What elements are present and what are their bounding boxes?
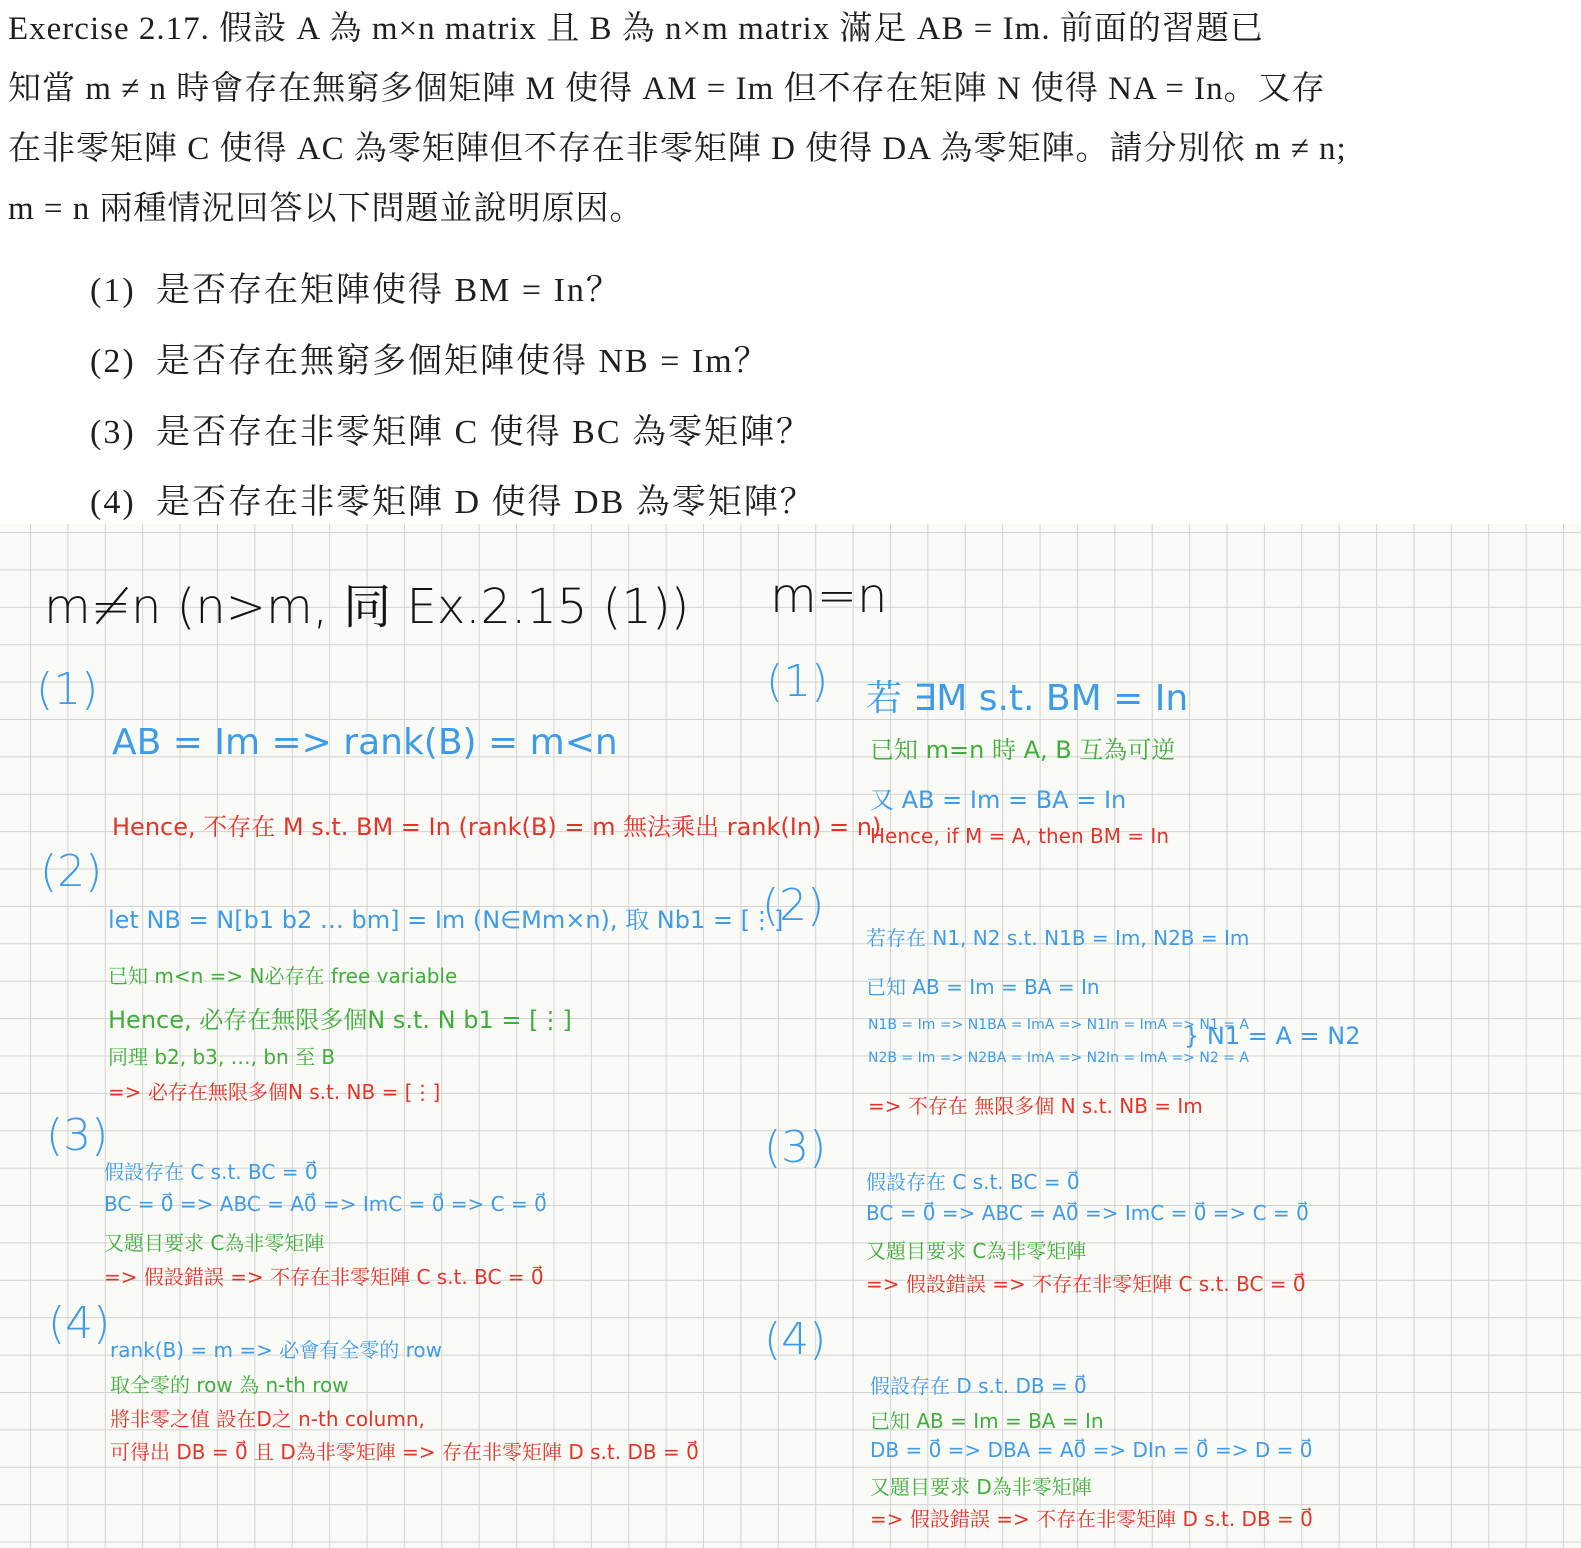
left-part-4-line-4: 可得出 DB = 0⃗ 且 D為非零矩陣 => 存在非零矩陣 D s.t. DB = 0⃗	[110, 1440, 699, 1464]
left-heading: m≠n (n>m, 同 Ex.2.15 (1))	[44, 579, 690, 635]
left-part-1-line-2: Hence, 不存在 M s.t. BM = In (rank(B) = m 無法乘出 rank(In) = n)	[112, 813, 882, 841]
left-part-3-number: (3)	[46, 1110, 109, 1161]
problem-line-1: Exercise 2.17. 假設 A 為 m×n matrix 且 B 為 n×m matrix 滿足 AB = Im. 前面的習題已	[8, 11, 1264, 47]
left-part-2-line-4: 同理 b2, b3, …, bn 至 B	[108, 1045, 336, 1069]
question-4	[90, 474, 816, 523]
question-4-number: (4)	[90, 484, 136, 521]
handwritten-notes-grid	[0, 524, 1581, 1548]
left-part-4-number: (4)	[48, 1298, 111, 1349]
right-part-2-line-2: 已知 AB = Im = BA = In	[866, 975, 1100, 999]
left-part-3-line-2: BC = 0⃗ => ABC = A0⃗ => ImC = 0⃗ => C = 0⃗	[104, 1192, 547, 1216]
left-part-1-number: (1)	[36, 664, 99, 715]
question-2-number: (2)	[90, 343, 136, 380]
right-part-3-line-1: 假設存在 C s.t. BC = 0⃗	[866, 1170, 1080, 1194]
right-part-3-line-3: 又題目要求 C為非零矩陣	[866, 1239, 1087, 1263]
left-part-1-line-1: AB = Im => rank(B) = m<n	[112, 722, 618, 763]
left-part-3-line-3: 又題目要求 C為非零矩陣	[104, 1231, 325, 1255]
left-part-2-line-5: => 必存在無限多個N s.t. NB = [⋮]	[108, 1080, 441, 1104]
right-part-4-line-1: 假設存在 D s.t. DB = 0⃗	[870, 1374, 1087, 1398]
right-part-4-line-3: DB = 0⃗ => DBA = A0⃗ => DIn = 0⃗ => D = 0⃗	[870, 1438, 1313, 1462]
right-part-2-line-4: N2B = Im => N2BA = ImA => N2In = ImA => N2 = A	[868, 1050, 1249, 1066]
question-1-text: 是否存在矩陣使得 BM = In？	[156, 272, 622, 309]
right-part-1-line-3: 又 AB = Im = BA = In	[870, 786, 1127, 814]
question-4-text: 是否存在非零矩陣 D 使得 DB 為零矩陣？	[156, 484, 816, 521]
left-part-2-line-2: 已知 m<n => N必存在 free variable	[108, 964, 458, 988]
left-part-2-line-3: Hence, 必存在無限多個N s.t. N b1 = [⋮]	[108, 1006, 572, 1034]
right-part-4-line-2: 已知 AB = Im = BA = In	[870, 1409, 1104, 1433]
right-part-4-number: (4)	[764, 1314, 827, 1365]
right-part-4-line-4: 又題目要求 D為非零矩陣	[870, 1475, 1092, 1499]
right-part-1-line-2: 已知 m=n 時 A, B 互為可逆	[870, 736, 1176, 764]
problem-statement	[0, 0, 1581, 524]
question-2-text: 是否存在無窮多個矩陣使得 NB = Im？	[156, 343, 770, 380]
right-part-1-line-1: 若 ∃M s.t. BM = In	[866, 678, 1189, 719]
left-part-4-line-3: 將非零之值 設在D之 n-th column,	[110, 1407, 425, 1431]
problem-line-2: 知當 m ≠ n 時會存在無窮多個矩陣 M 使得 AM = Im 但不存在矩陣 N 使得 NA = In。又存	[8, 71, 1326, 107]
question-3	[90, 404, 812, 453]
question-1-number: (1)	[90, 272, 136, 309]
question-1	[90, 262, 622, 311]
right-part-2-line-3: N1B = Im => N1BA = ImA => N1In = ImA => N1 = A	[868, 1017, 1249, 1033]
right-part-2-equal-bracket: } N1 = A = N2	[1184, 1022, 1361, 1050]
right-part-3-number: (3)	[764, 1122, 827, 1173]
right-part-3-line-4: => 假設錯誤 => 不存在非零矩陣 C s.t. BC = 0⃗	[866, 1272, 1306, 1296]
right-part-1-number: (1)	[766, 656, 829, 707]
left-part-3-line-1: 假設存在 C s.t. BC = 0⃗	[104, 1160, 318, 1184]
left-part-3-line-4: => 假設錯誤 => 不存在非零矩陣 C s.t. BC = 0⃗	[104, 1265, 544, 1289]
left-part-2-number: (2)	[40, 846, 103, 897]
right-part-2-number: (2)	[762, 880, 825, 931]
left-part-2-line-1: let NB = N[b1 b2 … bm] = Im (N∈Mm×n), 取 Nb1 = [⋮]	[108, 906, 784, 934]
right-part-4-line-5: => 假設錯誤 => 不存在非零矩陣 D s.t. DB = 0⃗	[870, 1507, 1313, 1531]
right-part-2-line-1: 若存在 N1, N2 s.t. N1B = Im, N2B = Im	[866, 926, 1250, 950]
left-part-4-line-1: rank(B) = m => 必會有全零的 row	[110, 1338, 442, 1362]
question-3-number: (3)	[90, 414, 136, 451]
right-part-1-line-4: Hence, if M = A, then BM = In	[870, 824, 1169, 848]
right-heading: m=n	[770, 568, 888, 624]
right-part-2-line-6: => 不存在 無限多個 N s.t. NB = Im	[868, 1094, 1203, 1118]
left-part-4-line-2: 取全零的 row 為 n-th row	[110, 1373, 349, 1397]
problem-line-4: m = n 兩種情況回答以下問題並說明原因。	[8, 191, 644, 227]
right-part-3-line-2: BC = 0⃗ => ABC = A0⃗ => ImC = 0⃗ => C = 0⃗	[866, 1201, 1309, 1225]
problem-line-3: 在非零矩陣 C 使得 AC 為零矩陣但不存在非零矩陣 D 使得 DA 為零矩陣。請分別依 m ≠ n;	[8, 131, 1347, 167]
question-2	[90, 333, 770, 382]
question-3-text: 是否存在非零矩陣 C 使得 BC 為零矩陣？	[156, 414, 813, 451]
